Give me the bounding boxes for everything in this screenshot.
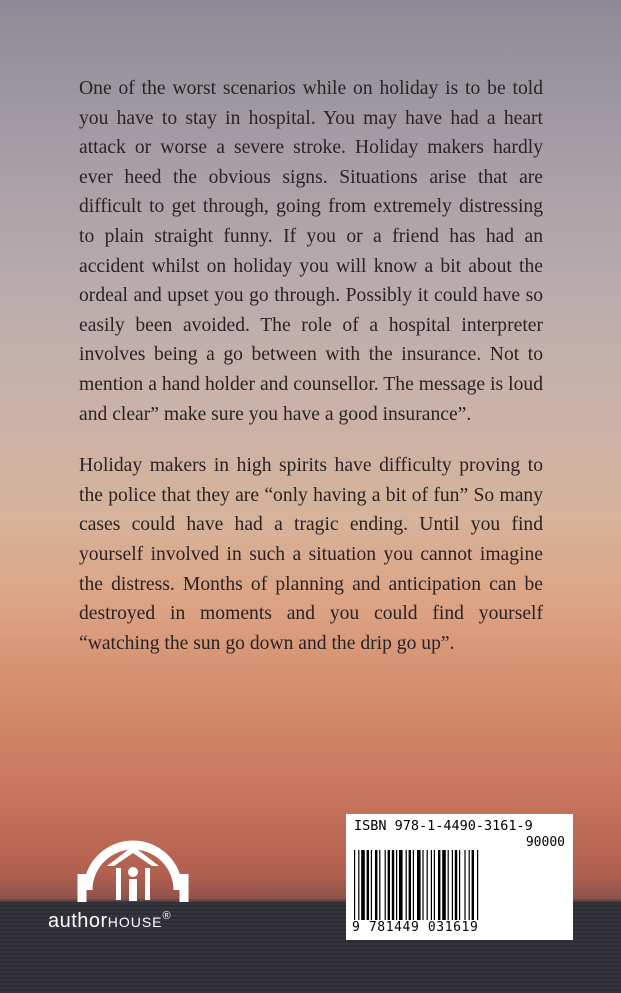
barcode-bar (392, 850, 394, 920)
barcode-bar (409, 850, 411, 920)
barcode-bar (367, 850, 369, 920)
blurb-paragraph-2: Holiday makers in high spirits have difficulty proving to the police that they are “only having a bit of fun” So many cases could have had a tragic ending. Until you find yourself involved in such a situation you cannot imagine the distress. Months of planning and anticipation can be destroyed in moments and you could find yourself “watching the sun go down and the drip go up”. (79, 455, 543, 654)
barcode-bars (354, 850, 565, 920)
barcode-bar (379, 850, 380, 920)
barcode-bar (438, 850, 440, 920)
barcode-bar (413, 850, 414, 920)
barcode-bar (396, 850, 397, 920)
barcode-bar (427, 850, 428, 920)
barcode-bar (452, 850, 453, 920)
barcode-bar (385, 850, 386, 920)
barcode-number: 9 781449 031619 (352, 920, 479, 935)
barcode-bar (406, 850, 407, 920)
barcode-bar (388, 850, 390, 920)
barcode-bar (399, 850, 403, 920)
barcode-bar (375, 850, 377, 920)
barcode-bar (361, 850, 365, 920)
blurb (79, 74, 543, 680)
barcode-bar (469, 850, 470, 920)
barcode-bar (434, 850, 435, 920)
barcode-bar (448, 850, 449, 920)
barcode-bar (459, 850, 460, 920)
publisher-wordmark: authorHOUSE® (48, 910, 172, 932)
barcode-bar (354, 850, 355, 920)
barcode (346, 814, 573, 940)
isbn-label: ISBN 978-1-4490-3161-9 (354, 818, 533, 834)
barcode-bar (417, 850, 421, 920)
barcode-bar (422, 850, 423, 920)
barcode-bar (442, 850, 446, 920)
barcode-bar (431, 850, 432, 920)
barcode-bar (464, 850, 465, 920)
blurb-paragraph-1: One of the worst scenarios while on holiday is to be told you have to stay in hospital. You may have had a heart attack or worse a severe stroke. Holiday makers hardly ever heed the obvious signs. Situations arise that are difficult to get through, going from extremely distressing to plain straight funny. If you or a friend has had an accident whilst on holiday you will know a bit about the ordeal and upset you go through. Possibly it could have so easily been avoided. The role of a hospital interpreter involves being a go between with the insurance. Not to mention a hand holder and counsellor. The message is loud and clear” make sure you have a good insurance”. (79, 78, 543, 425)
barcode-bar (472, 850, 474, 920)
price-code: 90000 (525, 835, 565, 850)
barcode-bar (371, 850, 372, 920)
barcode-bar (358, 850, 359, 920)
barcode-bar (477, 850, 478, 920)
barcode-bar (455, 850, 457, 920)
